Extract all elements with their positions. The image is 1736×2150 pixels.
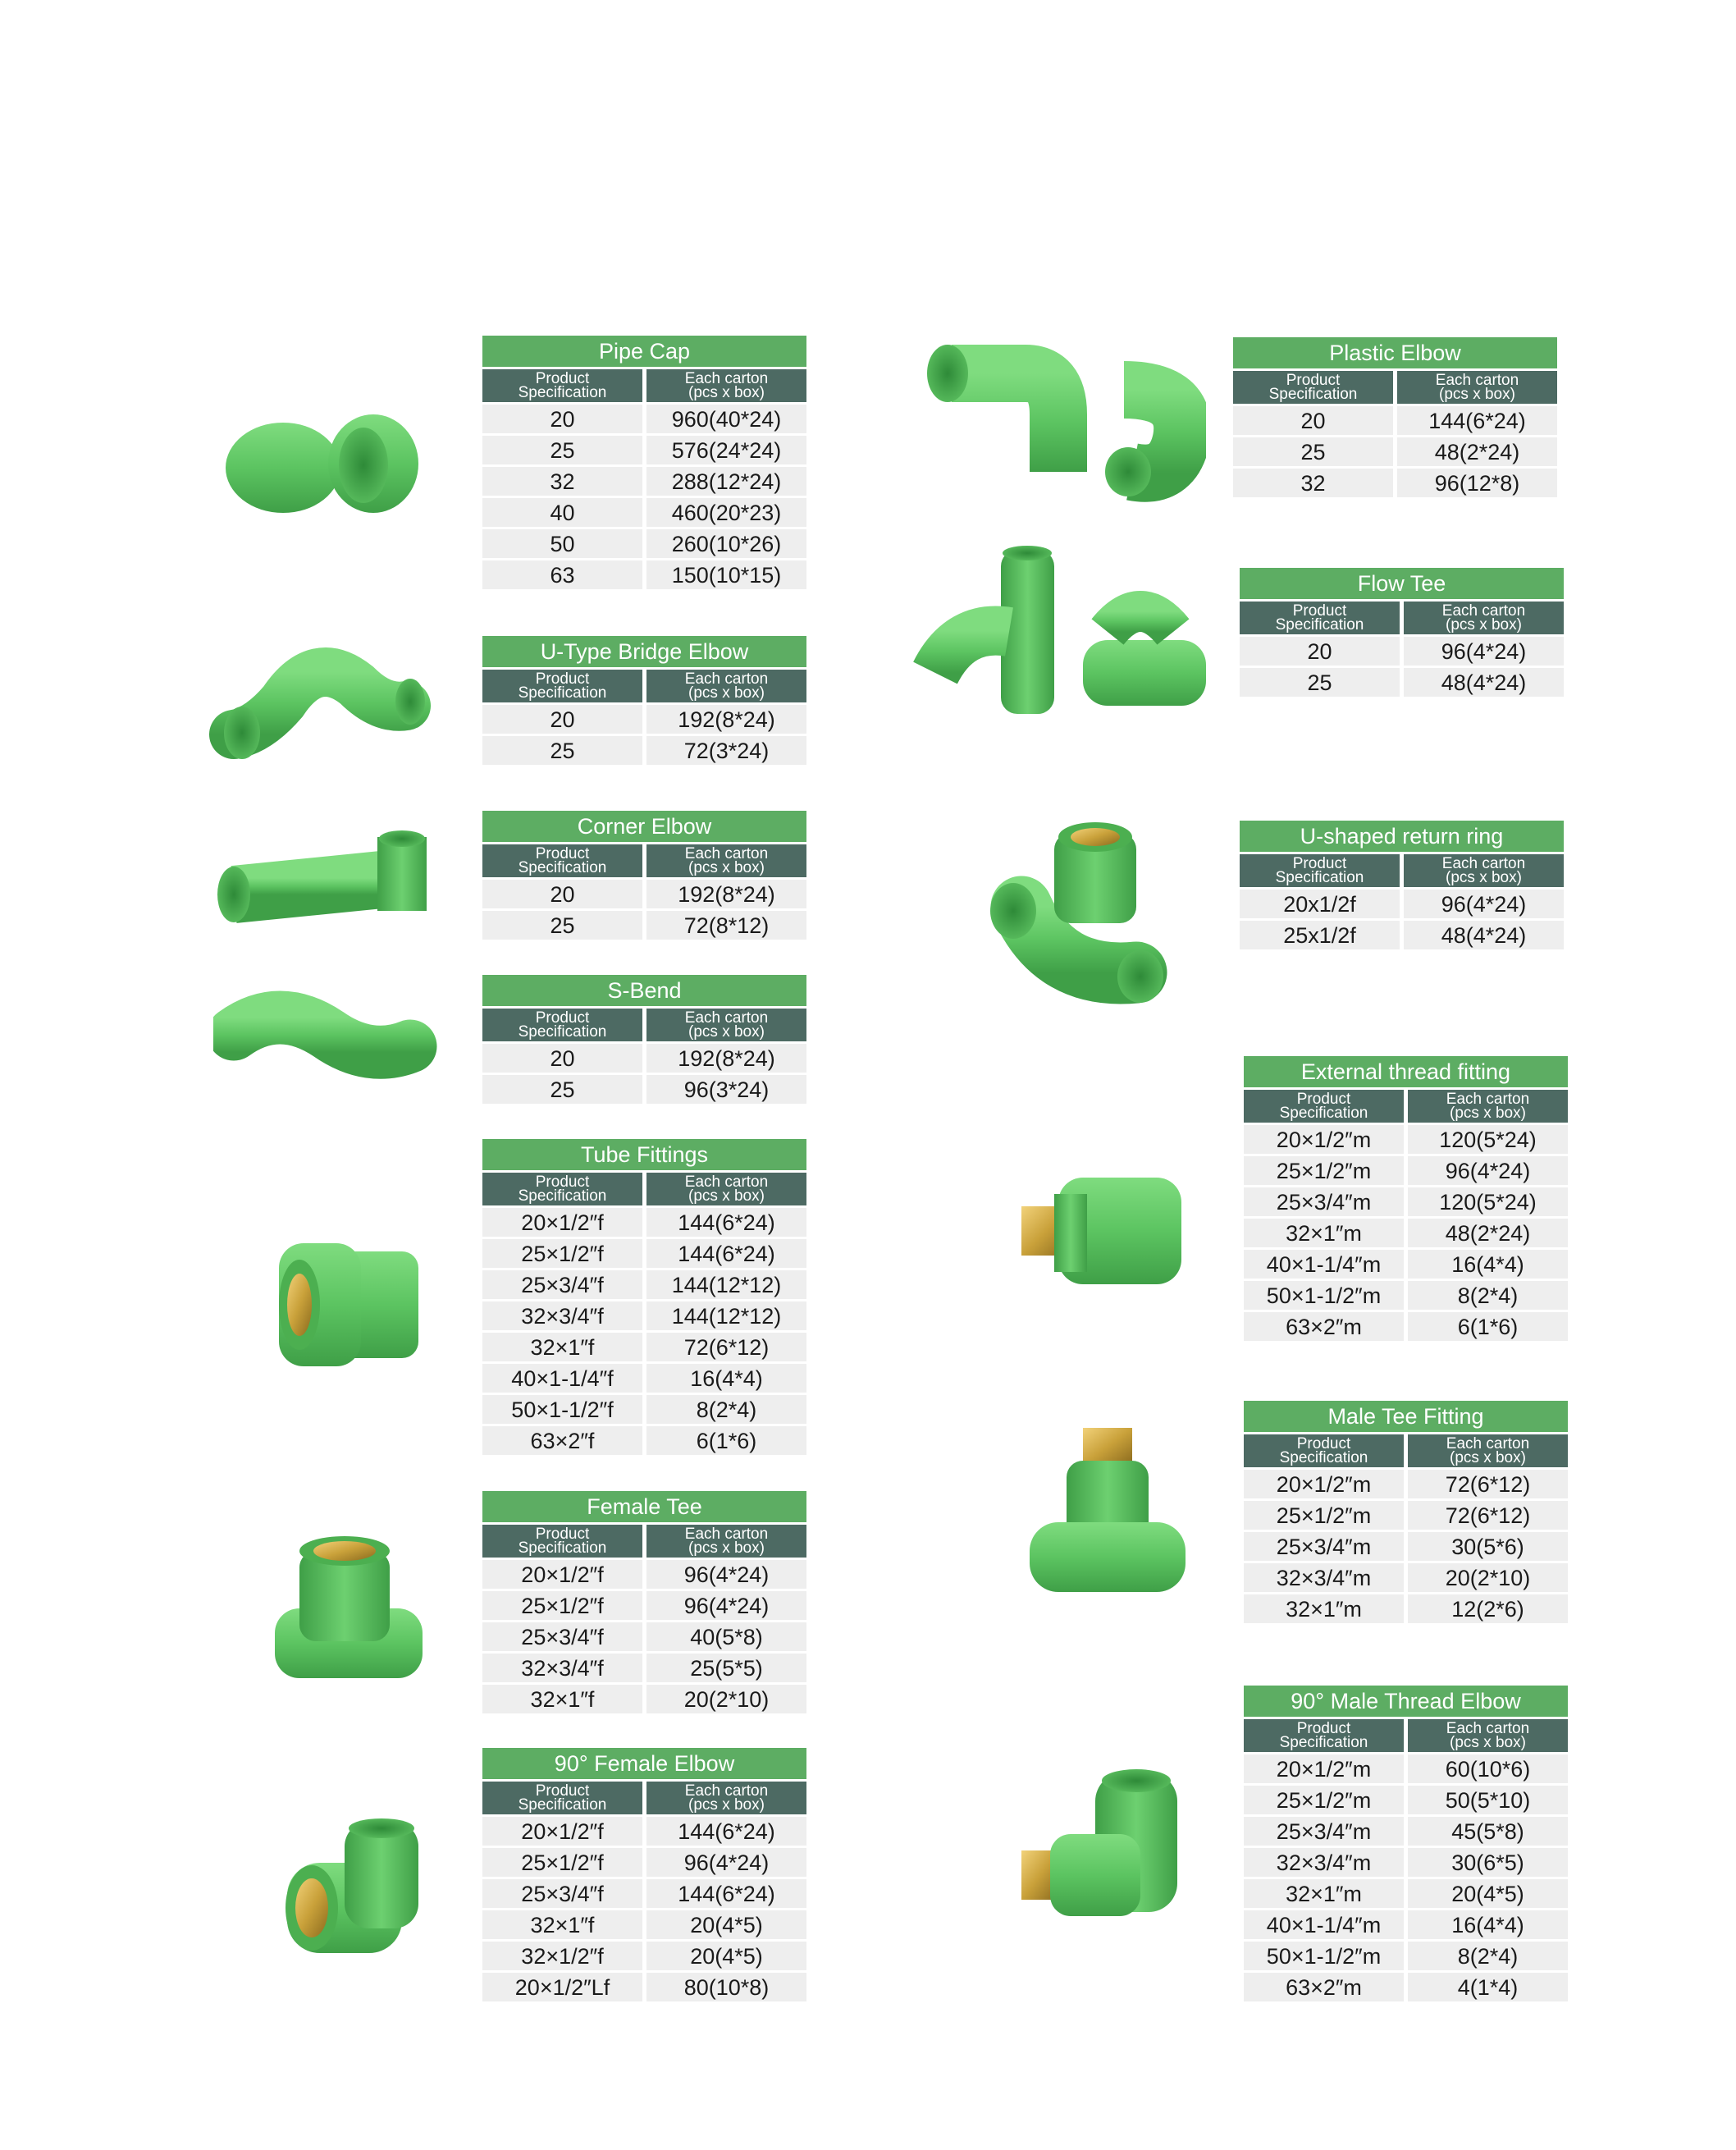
spec-cell: 32×1″f <box>482 1333 642 1361</box>
table-title: S-Bend <box>482 975 806 1006</box>
table-row <box>1244 1470 1568 1498</box>
table-row <box>482 1622 806 1651</box>
header-each-carton: Each carton (pcs x box) <box>646 369 806 402</box>
carton-cell: 20(4*5) <box>646 1910 806 1939</box>
carton-cell: 288(12*24) <box>646 467 806 496</box>
carton-cell: 50(5*10) <box>1408 1786 1568 1814</box>
spec-table <box>482 1748 806 2001</box>
table-row <box>1240 890 1564 918</box>
header-each-carton: Each carton (pcs x box) <box>646 1525 806 1558</box>
header-product-specification: Product Specification <box>1240 854 1400 887</box>
table-header <box>482 844 806 877</box>
carton-cell: 72(6*12) <box>1408 1501 1568 1530</box>
carton-cell: 16(4*4) <box>1408 1250 1568 1279</box>
spec-table <box>1244 1056 1568 1341</box>
carton-cell: 12(2*6) <box>1408 1594 1568 1623</box>
table-title: Tube Fittings <box>482 1139 806 1170</box>
spec-cell: 32×3/4″m <box>1244 1563 1404 1592</box>
table-row <box>482 1075 806 1104</box>
spec-cell: 20 <box>1233 406 1393 435</box>
carton-cell: 96(4*24) <box>1408 1156 1568 1185</box>
table-title: Corner Elbow <box>482 811 806 842</box>
carton-cell: 96(4*24) <box>1404 890 1564 918</box>
spec-table <box>482 975 806 1104</box>
table-row <box>482 1208 806 1237</box>
table-title: External thread fitting <box>1244 1056 1568 1087</box>
spec-table <box>1240 568 1564 697</box>
spec-cell: 25×3/4″m <box>1244 1187 1404 1216</box>
spec-table <box>1244 1686 1568 2001</box>
spec-cell: 20×1/2″m <box>1244 1470 1404 1498</box>
spec-cell: 20×1/2″f <box>482 1208 642 1237</box>
spec-cell: 25x1/2f <box>1240 921 1400 949</box>
table-header <box>482 1782 806 1814</box>
carton-cell: 96(4*24) <box>1404 637 1564 666</box>
spec-cell: 40×1-1/4″f <box>482 1364 642 1393</box>
carton-cell: 96(4*24) <box>646 1560 806 1589</box>
table-row <box>482 1044 806 1073</box>
table-header <box>482 1525 806 1558</box>
carton-cell: 6(1*6) <box>646 1426 806 1455</box>
spec-cell: 32 <box>1233 469 1393 497</box>
header-each-carton: Each carton (pcs x box) <box>646 670 806 702</box>
carton-cell: 6(1*6) <box>1408 1312 1568 1341</box>
carton-cell: 48(4*24) <box>1404 921 1564 949</box>
table-row <box>482 436 806 464</box>
carton-cell: 144(12*12) <box>646 1270 806 1299</box>
carton-cell: 72(8*12) <box>646 911 806 940</box>
carton-cell: 16(4*4) <box>646 1364 806 1393</box>
spec-cell: 20 <box>482 1044 642 1073</box>
table-row <box>1233 406 1557 435</box>
header-product-specification: Product Specification <box>482 844 642 877</box>
spec-cell: 20 <box>482 705 642 734</box>
spec-cell: 25×1/2″f <box>482 1848 642 1877</box>
table-row <box>1244 1156 1568 1185</box>
spec-cell: 63 <box>482 560 642 589</box>
spec-cell: 25 <box>482 1075 642 1104</box>
spec-cell: 20x1/2f <box>1240 890 1400 918</box>
male-elbow-icon <box>1013 1764 1190 1928</box>
table-row <box>482 1591 806 1620</box>
spec-cell: 32×3/4″m <box>1244 1848 1404 1877</box>
table-row <box>482 1560 806 1589</box>
carton-cell: 72(6*12) <box>646 1333 806 1361</box>
spec-cell: 20×1/2″Lf <box>482 1973 642 2001</box>
header-product-specification: Product Specification <box>482 1525 642 1558</box>
table-row <box>1240 921 1564 949</box>
table-row <box>1244 1942 1568 1970</box>
female-elbow-icon <box>271 1814 427 1961</box>
table-header <box>1240 602 1564 634</box>
table-row <box>482 1817 806 1846</box>
header-each-carton: Each carton (pcs x box) <box>1408 1434 1568 1467</box>
spec-table <box>1244 1401 1568 1623</box>
spec-table <box>482 811 806 940</box>
header-product-specification: Product Specification <box>482 369 642 402</box>
carton-cell: 72(6*12) <box>1408 1470 1568 1498</box>
table-row <box>1244 1754 1568 1783</box>
spec-cell: 40×1-1/4″m <box>1244 1250 1404 1279</box>
table-header <box>1244 1090 1568 1123</box>
carton-cell: 460(20*23) <box>646 498 806 527</box>
spec-cell: 63×2″m <box>1244 1973 1404 2001</box>
spec-table <box>1233 337 1557 497</box>
table-row <box>482 1685 806 1713</box>
carton-cell: 72(3*24) <box>646 736 806 765</box>
spec-cell: 25 <box>482 911 642 940</box>
carton-cell: 960(40*24) <box>646 405 806 433</box>
spec-table <box>482 1491 806 1713</box>
header-product-specification: Product Specification <box>482 1009 642 1041</box>
carton-cell: 150(10*15) <box>646 560 806 589</box>
carton-cell: 192(8*24) <box>646 880 806 908</box>
corner-elbow-icon <box>209 821 439 944</box>
spec-cell: 32×3/4″f <box>482 1654 642 1682</box>
table-row <box>1244 1187 1568 1216</box>
header-each-carton: Each carton (pcs x box) <box>1404 602 1564 634</box>
male-coupling-icon <box>1013 1161 1186 1297</box>
spec-table <box>482 1139 806 1455</box>
table-row <box>482 736 806 765</box>
flow-tee-icon <box>911 542 1214 730</box>
carton-cell: 96(3*24) <box>646 1075 806 1104</box>
table-row <box>482 467 806 496</box>
carton-cell: 120(5*24) <box>1408 1187 1568 1216</box>
spec-cell: 32×1″f <box>482 1910 642 1939</box>
table-row <box>482 560 806 589</box>
carton-cell: 96(12*8) <box>1397 469 1557 497</box>
table-row <box>482 498 806 527</box>
spec-cell: 20×1/2″f <box>482 1560 642 1589</box>
table-row <box>1244 1125 1568 1154</box>
spec-cell: 63×2″f <box>482 1426 642 1455</box>
table-row <box>482 911 806 940</box>
spec-cell: 25×1/2″m <box>1244 1786 1404 1814</box>
header-product-specification: Product Specification <box>1240 602 1400 634</box>
table-row <box>1233 437 1557 466</box>
table-row <box>482 1910 806 1939</box>
carton-cell: 144(6*24) <box>646 1239 806 1268</box>
spec-cell: 32×1″m <box>1244 1219 1404 1247</box>
table-row <box>482 1301 806 1330</box>
table-row <box>1244 1312 1568 1341</box>
table-title: U-Type Bridge Elbow <box>482 636 806 667</box>
table-row <box>1244 1973 1568 2001</box>
header-each-carton: Each carton (pcs x box) <box>646 1782 806 1814</box>
carton-cell: 16(4*4) <box>1408 1910 1568 1939</box>
table-row <box>482 1270 806 1299</box>
carton-cell: 8(2*4) <box>1408 1281 1568 1310</box>
table-row <box>482 1942 806 1970</box>
spec-cell: 50 <box>482 529 642 558</box>
table-row <box>482 1239 806 1268</box>
header-product-specification: Product Specification <box>1244 1719 1404 1752</box>
carton-cell: 8(2*4) <box>646 1395 806 1424</box>
table-row <box>1244 1501 1568 1530</box>
female-tee-icon <box>267 1526 431 1686</box>
header-product-specification: Product Specification <box>482 670 642 702</box>
spec-cell: 20 <box>482 880 642 908</box>
spec-cell: 32×1″f <box>482 1685 642 1713</box>
table-row <box>482 529 806 558</box>
carton-cell: 192(8*24) <box>646 1044 806 1073</box>
table-title: Flow Tee <box>1240 568 1564 599</box>
table-row <box>482 705 806 734</box>
spec-cell: 32×1″m <box>1244 1879 1404 1908</box>
spec-cell: 32×1″m <box>1244 1594 1404 1623</box>
spec-cell: 25×3/4″f <box>482 1270 642 1299</box>
carton-cell: 96(4*24) <box>646 1591 806 1620</box>
carton-cell: 25(5*5) <box>646 1654 806 1682</box>
carton-cell: 144(6*24) <box>646 1208 806 1237</box>
table-row <box>1240 668 1564 697</box>
table-row <box>1233 469 1557 497</box>
table-header <box>1244 1719 1568 1752</box>
carton-cell: 576(24*24) <box>646 436 806 464</box>
table-title: U-shaped return ring <box>1240 821 1564 852</box>
carton-cell: 40(5*8) <box>646 1622 806 1651</box>
carton-cell: 20(4*5) <box>1408 1879 1568 1908</box>
spec-cell: 25×1/2″f <box>482 1591 642 1620</box>
table-row <box>482 1364 806 1393</box>
table-row <box>1244 1281 1568 1310</box>
header-product-specification: Product Specification <box>1244 1090 1404 1123</box>
carton-cell: 144(12*12) <box>646 1301 806 1330</box>
carton-cell: 144(6*24) <box>646 1817 806 1846</box>
spec-cell: 25×3/4″f <box>482 1622 642 1651</box>
header-each-carton: Each carton (pcs x box) <box>1397 371 1557 404</box>
header-product-specification: Product Specification <box>482 1782 642 1814</box>
spec-cell: 20×1/2″f <box>482 1817 642 1846</box>
table-row <box>482 405 806 433</box>
carton-cell: 60(10*6) <box>1408 1754 1568 1783</box>
spec-cell: 25 <box>482 436 642 464</box>
carton-cell: 192(8*24) <box>646 705 806 734</box>
spec-cell: 32×3/4″f <box>482 1301 642 1330</box>
carton-cell: 96(4*24) <box>646 1848 806 1877</box>
header-product-specification: Product Specification <box>482 1173 642 1205</box>
header-each-carton: Each carton (pcs x box) <box>646 1173 806 1205</box>
spec-cell: 25×3/4″m <box>1244 1817 1404 1846</box>
header-each-carton: Each carton (pcs x box) <box>1404 854 1564 887</box>
table-title: 90° Female Elbow <box>482 1748 806 1779</box>
table-row <box>1244 1563 1568 1592</box>
table-header <box>482 670 806 702</box>
table-header <box>482 1009 806 1041</box>
bridge-elbow-icon <box>209 636 431 775</box>
table-row <box>1244 1848 1568 1877</box>
table-row <box>482 1333 806 1361</box>
table-title: Female Tee <box>482 1491 806 1522</box>
carton-cell: 144(6*24) <box>646 1879 806 1908</box>
spec-cell: 20 <box>482 405 642 433</box>
header-each-carton: Each carton (pcs x box) <box>646 844 806 877</box>
spec-table <box>482 336 806 589</box>
header-product-specification: Product Specification <box>1244 1434 1404 1467</box>
table-title: Male Tee Fitting <box>1244 1401 1568 1432</box>
spec-table <box>1240 821 1564 949</box>
table-row <box>1244 1219 1568 1247</box>
table-row <box>482 1426 806 1455</box>
table-row <box>1244 1786 1568 1814</box>
spec-cell: 25 <box>1240 668 1400 697</box>
table-row <box>1244 1594 1568 1623</box>
spec-cell: 25 <box>482 736 642 765</box>
spec-cell: 32×1/2″f <box>482 1942 642 1970</box>
spec-cell: 40×1-1/4″m <box>1244 1910 1404 1939</box>
carton-cell: 30(5*6) <box>1408 1532 1568 1561</box>
carton-cell: 80(10*8) <box>646 1973 806 2001</box>
female-coupling-icon <box>263 1227 427 1379</box>
spec-cell: 20×1/2″m <box>1244 1754 1404 1783</box>
carton-cell: 20(2*10) <box>1408 1563 1568 1592</box>
header-each-carton: Each carton (pcs x box) <box>1408 1090 1568 1123</box>
table-row <box>1244 1879 1568 1908</box>
carton-cell: 30(6*5) <box>1408 1848 1568 1877</box>
spec-cell: 50×1-1/2″f <box>482 1395 642 1424</box>
table-row <box>482 1654 806 1682</box>
table-header <box>1240 854 1564 887</box>
spec-cell: 20 <box>1240 637 1400 666</box>
spec-cell: 50×1-1/2″m <box>1244 1281 1404 1310</box>
spec-cell: 32 <box>482 467 642 496</box>
spec-cell: 40 <box>482 498 642 527</box>
pipe-cap-icon <box>217 406 431 521</box>
spec-cell: 25×3/4″f <box>482 1879 642 1908</box>
spec-cell: 63×2″m <box>1244 1312 1404 1341</box>
table-row <box>1244 1910 1568 1939</box>
carton-cell: 4(1*4) <box>1408 1973 1568 2001</box>
header-each-carton: Each carton (pcs x box) <box>1408 1719 1568 1752</box>
plastic-elbow-icon <box>911 324 1206 505</box>
spec-cell: 25×1/2″m <box>1244 1501 1404 1530</box>
carton-cell: 48(2*24) <box>1397 437 1557 466</box>
table-row <box>482 1395 806 1424</box>
carton-cell: 144(6*24) <box>1397 406 1557 435</box>
table-row <box>1244 1250 1568 1279</box>
header-product-specification: Product Specification <box>1233 371 1393 404</box>
male-tee-icon <box>1026 1424 1190 1600</box>
spec-cell: 20×1/2″m <box>1244 1125 1404 1154</box>
table-row <box>1244 1817 1568 1846</box>
spec-cell: 25×3/4″m <box>1244 1532 1404 1561</box>
s-bend-icon <box>213 985 439 1100</box>
carton-cell: 20(2*10) <box>646 1685 806 1713</box>
table-row <box>482 1879 806 1908</box>
table-row <box>1244 1532 1568 1561</box>
spec-cell: 25×1/2″f <box>482 1239 642 1268</box>
table-title: Plastic Elbow <box>1233 337 1557 368</box>
table-header <box>482 1173 806 1205</box>
carton-cell: 8(2*4) <box>1408 1942 1568 1970</box>
table-row <box>482 880 806 908</box>
header-each-carton: Each carton (pcs x box) <box>646 1009 806 1041</box>
table-header <box>1233 371 1557 404</box>
carton-cell: 120(5*24) <box>1408 1125 1568 1154</box>
spec-cell: 50×1-1/2″m <box>1244 1942 1404 1970</box>
carton-cell: 45(5*8) <box>1408 1817 1568 1846</box>
spec-cell: 25 <box>1233 437 1393 466</box>
carton-cell: 260(10*26) <box>646 529 806 558</box>
spec-table <box>482 636 806 765</box>
carton-cell: 48(4*24) <box>1404 668 1564 697</box>
table-title: Pipe Cap <box>482 336 806 367</box>
spec-cell: 25×1/2″m <box>1244 1156 1404 1185</box>
carton-cell: 48(2*24) <box>1408 1219 1568 1247</box>
carton-cell: 20(4*5) <box>646 1942 806 1970</box>
table-title: 90° Male Thread Elbow <box>1244 1686 1568 1717</box>
table-header <box>1244 1434 1568 1467</box>
table-row <box>1240 637 1564 666</box>
return-ring-icon <box>972 817 1186 1013</box>
table-row <box>482 1973 806 2001</box>
table-row <box>482 1848 806 1877</box>
table-header <box>482 369 806 402</box>
